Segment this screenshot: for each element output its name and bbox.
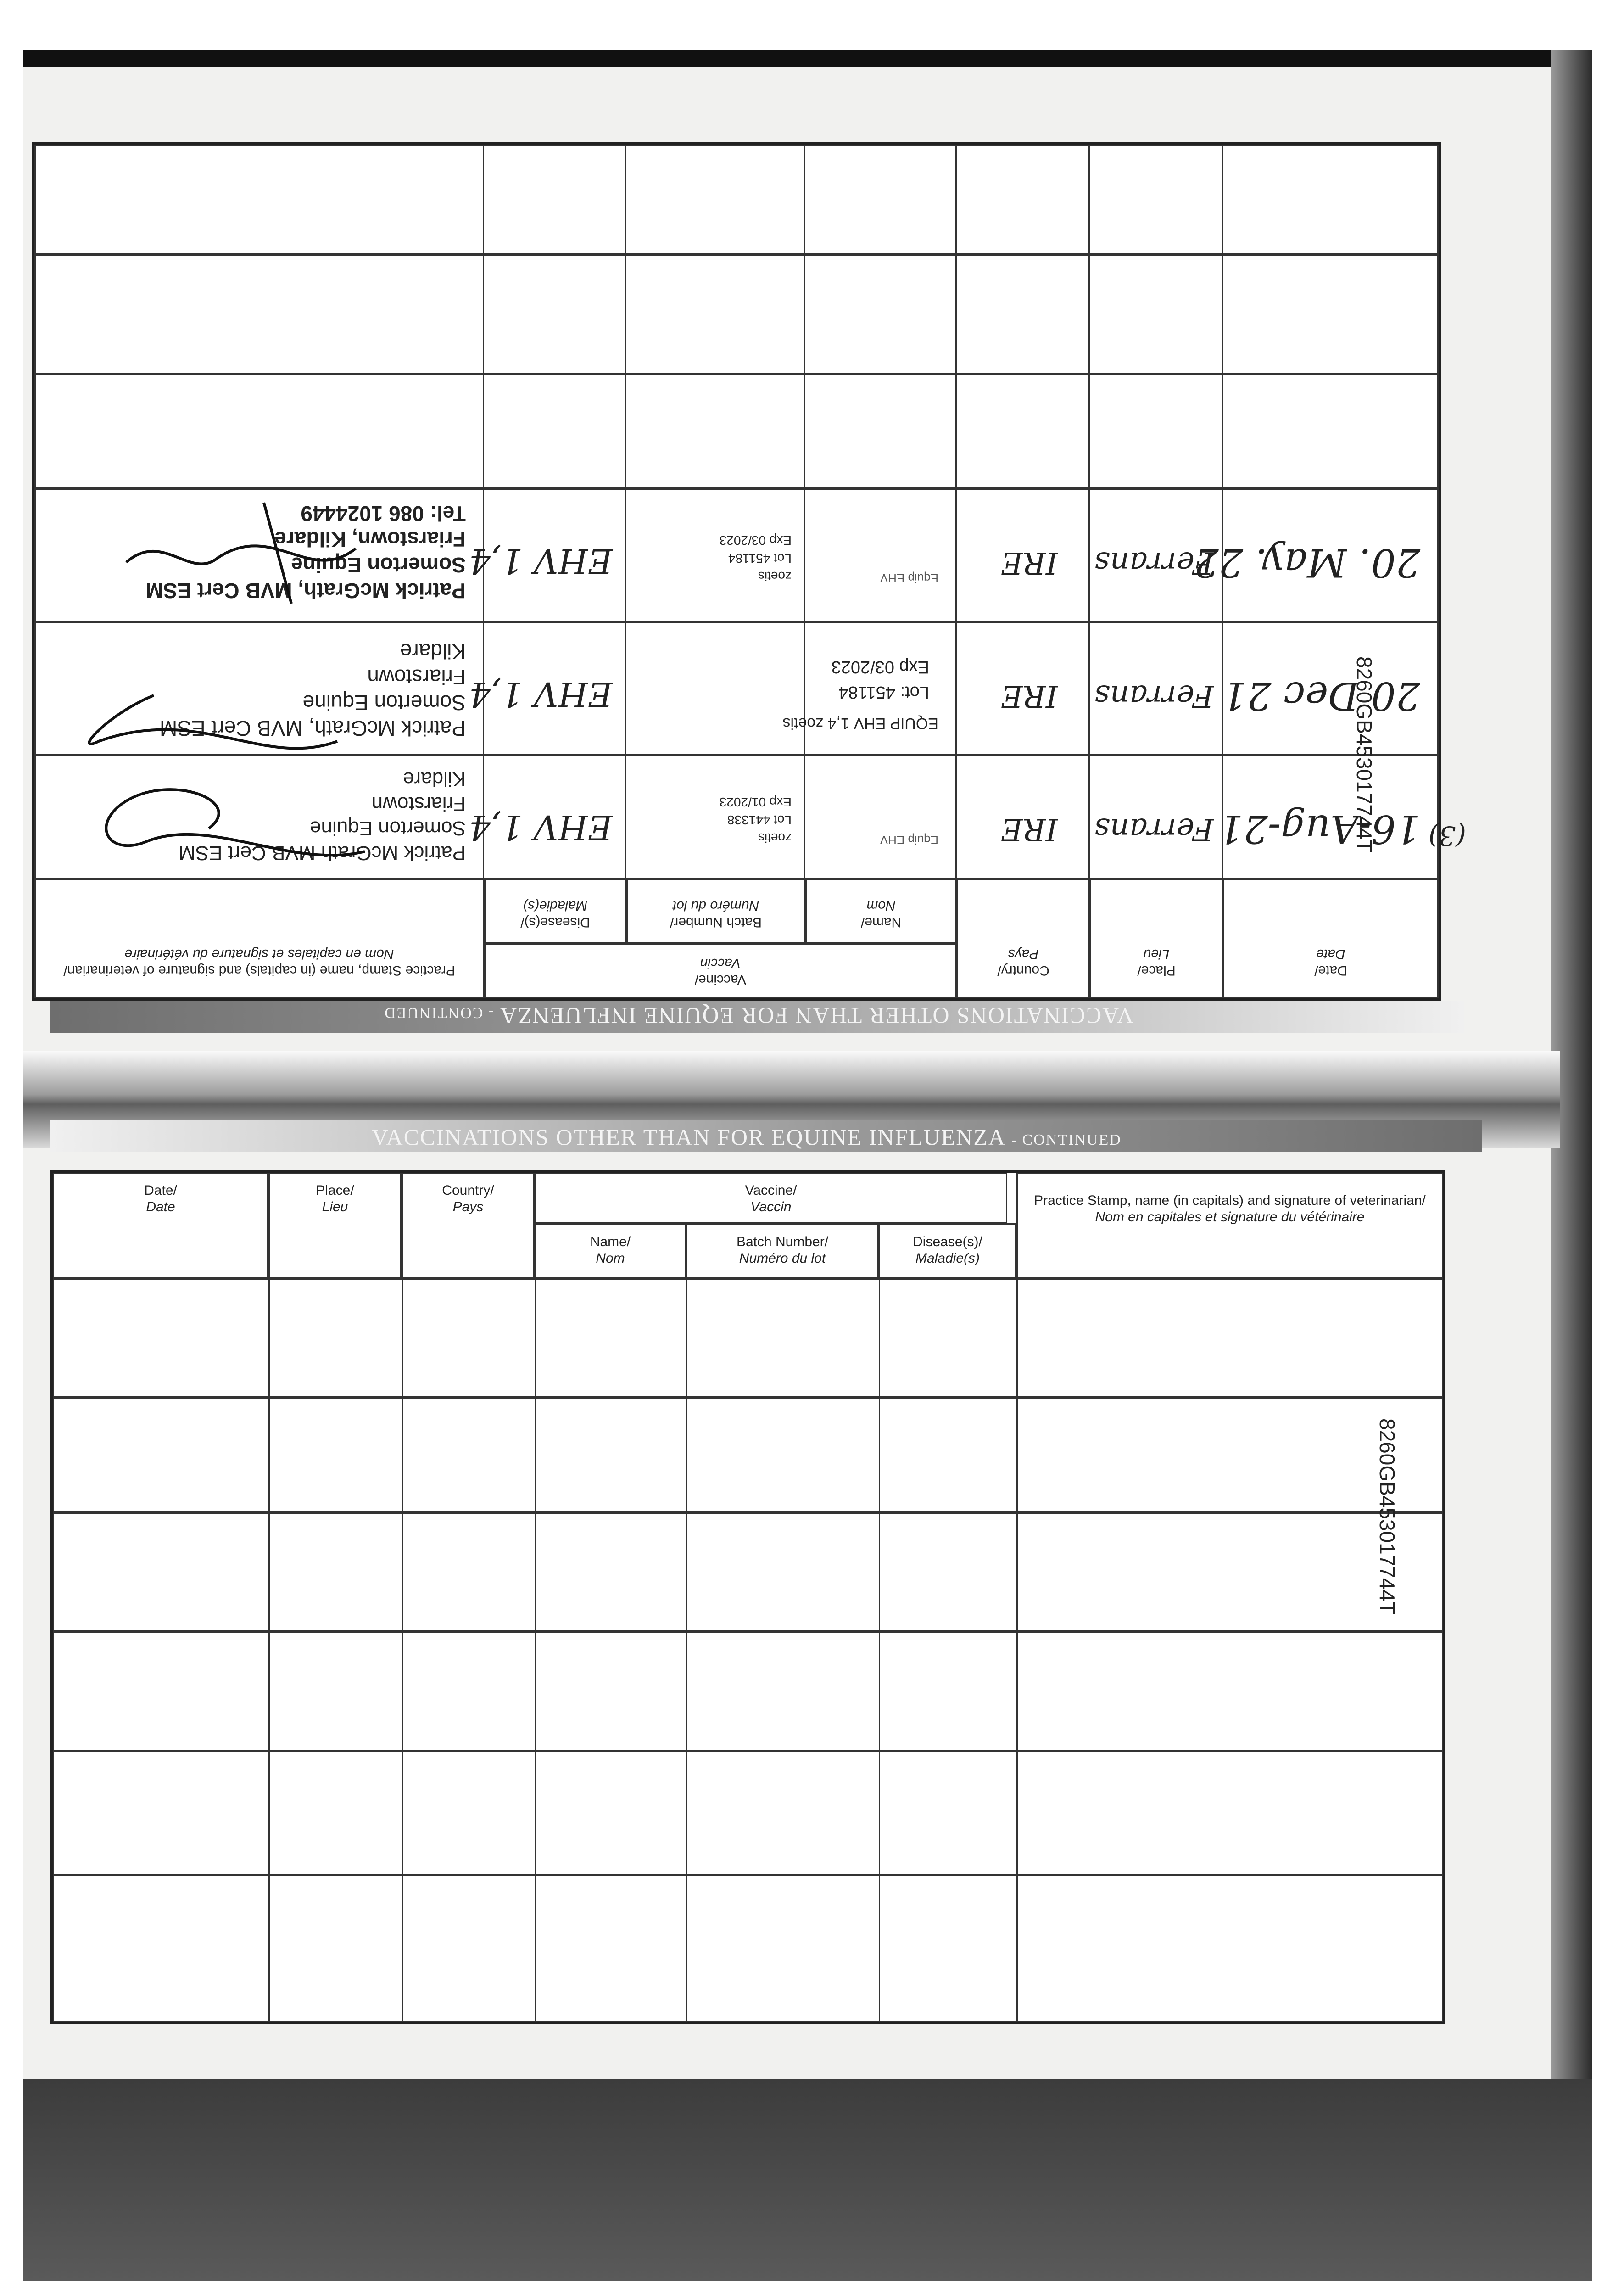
vet-signature [62, 466, 383, 879]
col-header-place: Place/ Lieu [268, 1173, 402, 1278]
lower-page [50, 1170, 1445, 2024]
col-header-place: Place/ Lieu [1090, 879, 1223, 998]
entry-stamp: Patrick McGrath, MVB Cert ESM Somerton Equine Friarstown Kildare [159, 639, 466, 740]
entry-vaccine-name: Equip EHV [880, 571, 938, 585]
col-header-date: Date/ Date [53, 1173, 268, 1278]
upper-table [34, 145, 1466, 998]
entry-batch: zoetis Lot 441338 Exp 01/2023 [719, 795, 792, 845]
entry-place: Ferrans [1094, 678, 1214, 714]
lower-banner: VACCINATIONS OTHER THAN FOR EQUINE INFLUENZA - CONTINUED [50, 1120, 1482, 1152]
table-row [53, 1398, 1443, 1512]
entry-vaccine-name: EQUIP EHV 1,4 zoetis [782, 715, 938, 732]
entry-vaccine-name: Equip EHV [880, 833, 938, 847]
table-row [53, 1875, 1443, 2022]
entry-country: IRE [1001, 812, 1058, 847]
col-header-batch: Batch Number/ Numéro du lot [686, 1223, 879, 1278]
entry-batch: Lot: 451184 Exp 03/2023 [831, 657, 929, 702]
scan-top-edge [23, 50, 1592, 67]
col-header-vaccine: Vaccine/ Vaccin [484, 943, 957, 998]
entry-date: 16-Aug-21 [1218, 806, 1420, 851]
col-header-name: Name/ Nom [805, 879, 957, 943]
row-marker: (3) [1428, 820, 1466, 851]
table-row [34, 255, 1439, 374]
col-header-country: Country/ Pays [402, 1173, 535, 1278]
entry-batch: zoetis Lot 451184 Exp 03/2023 [719, 533, 792, 583]
table-row [53, 1751, 1443, 1875]
col-header-stamp: Practice Stamp, name (in capitals) and signature of veterinarian/ Nom en capitales et signature du vétérinaire [34, 879, 484, 998]
table-row [53, 1632, 1443, 1751]
serial-number-lower: 8260GB453017744T [1375, 1418, 1399, 1615]
scan-right-edge [1551, 50, 1592, 2281]
table-row [53, 1512, 1443, 1632]
col-header-date: Date/ Date [1223, 879, 1439, 998]
entry-disease: EHV 1,4 [469, 541, 613, 581]
entry-place: Ferrans [1094, 812, 1214, 847]
table-row [34, 145, 1439, 255]
scan-bottom-edge [23, 2079, 1592, 2281]
scanned-booklet [23, 50, 1592, 2281]
entry-disease: EHV 1,4 [469, 674, 613, 714]
entry-stamp: Patrick McGrath, MVB Cert ESM Somerton Equine Friarstown, Kildare Tel: 086 1024449 [145, 501, 466, 603]
col-header-name: Name/ Nom [535, 1223, 686, 1278]
col-header-stamp: Practice Stamp, name (in capitals) and signature of veterinarian/ Nom en capitales et signature du vétérinaire [1016, 1173, 1443, 1278]
col-header-disease: Disease(s)/ Maladie(s) [484, 879, 626, 943]
upper-banner: VACCINATIONS OTHER THAN FOR EQUINE INFLUENZA - CONTINUED [50, 1001, 1464, 1033]
col-header-vaccine: Vaccine/ Vaccin [535, 1173, 1007, 1223]
entry-date: 20 Dec 21 [1222, 673, 1420, 718]
entry-country: IRE [1001, 545, 1058, 581]
upper-page [32, 142, 1466, 1001]
table-row [53, 1278, 1443, 1398]
col-header-batch: Batch Number/ Numéro du lot [626, 879, 805, 943]
entry-country: IRE [1001, 678, 1058, 714]
entry-stamp: Patrick McGrath MVB Cert ESM Somerton Equine Friarstown Kildare [179, 767, 466, 864]
col-header-country: Country/ Pays [957, 879, 1090, 998]
entry-disease: EHV 1,4 [469, 807, 613, 847]
col-header-disease: Disease(s)/ Maladie(s) [879, 1223, 1016, 1278]
entry-date: 20. May. 22 [1194, 540, 1420, 585]
entry-place: Ferrans [1094, 545, 1214, 581]
serial-number-upper: 8260GB453017744T [1352, 656, 1376, 853]
